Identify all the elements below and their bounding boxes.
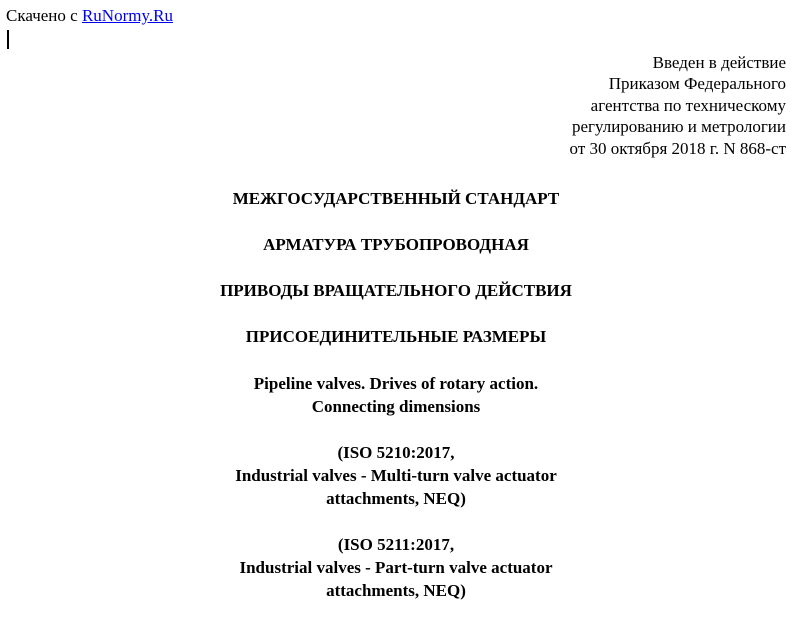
title-line-2: ПРИВОДЫ ВРАЩАТЕЛЬНОГО ДЕЙСТВИЯ [220, 281, 572, 300]
reference-iso-5210 [0, 441, 792, 510]
enactment-block [570, 52, 786, 159]
reference-line-3: attachments, NEQ) [326, 489, 466, 508]
standard-type-heading: МЕЖГОСУДАРСТВЕННЫЙ СТАНДАРТ [232, 189, 560, 208]
english-title-line-2: Connecting dimensions [311, 397, 481, 416]
text-cursor [7, 30, 9, 49]
english-title [0, 372, 792, 418]
title-line-3: ПРИСОЕДИНИТЕЛЬНЫЕ РАЗМЕРЫ [245, 327, 547, 346]
reference-line-3: attachments, NEQ) [326, 581, 466, 600]
source-prefix: Скачено с [6, 6, 82, 25]
reference-line-1: (ISO 5210:2017, [337, 443, 455, 462]
reference-line-2: Industrial valves - Multi-turn valve actuator [235, 466, 557, 485]
enactment-line-5: от 30 октября 2018 г. N 868-ст [569, 138, 786, 158]
enactment-line-4: регулированию и метрологии [571, 117, 786, 137]
enactment-line-1: Введен в действие [652, 53, 786, 72]
enactment-line-2: Приказом Федерального [608, 74, 786, 94]
enactment-line-3: агентства по техническому [590, 95, 786, 115]
reference-line-2: Industrial valves - Part-turn valve actuator [239, 558, 553, 577]
title-line-1: АРМАТУРА ТРУБОПРОВОДНАЯ [263, 235, 529, 254]
source-line [6, 6, 173, 26]
reference-line-1: (ISO 5211:2017, [337, 535, 455, 554]
english-title-line-1: Pipeline valves. Drives of rotary action. [253, 374, 539, 393]
runormy-link[interactable]: RuNormy.Ru [81, 6, 173, 25]
reference-iso-5211 [0, 533, 792, 602]
